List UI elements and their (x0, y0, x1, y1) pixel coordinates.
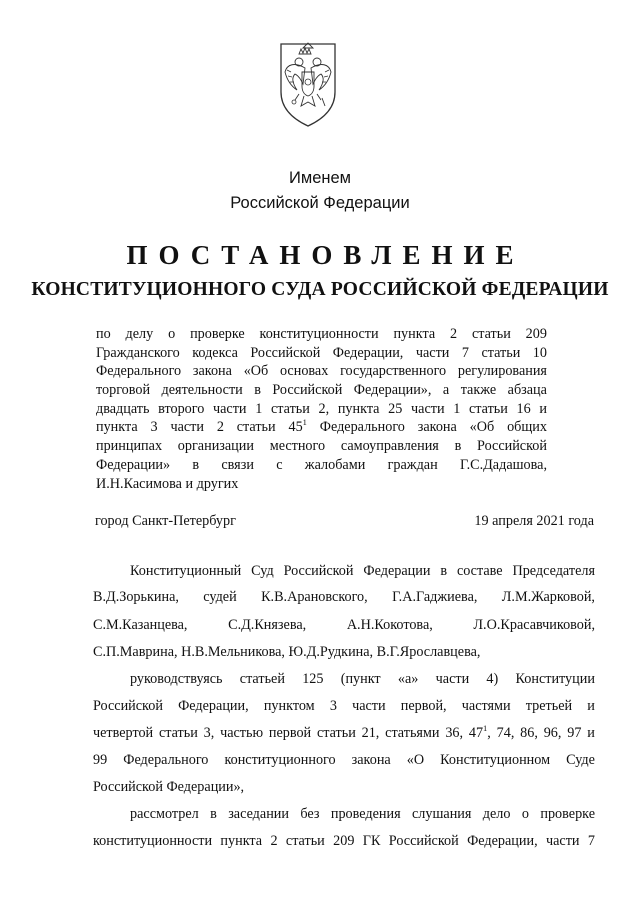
place: город Санкт-Петербург (95, 513, 236, 529)
body-line: Российской Федерации», (93, 779, 245, 795)
superscript: 1 (483, 723, 488, 733)
body-line-with-superscript: четвертой статьи 3, частью первой статьи 21, статьями 36, $47^1$, 74, 86, 96, 97 и (93, 723, 595, 741)
case-description (96, 325, 547, 493)
body-line: С.М.Казанцева, С.Д.Князева, А.Н.Кокотова, Л.О.Красавчиковой, (93, 617, 595, 633)
body-line: С.П.Маврина, Н.В.Мельникова, Ю.Д.Рудкина, В.Г.Ярославцева, (93, 644, 481, 660)
coat-of-arms-icon (277, 40, 339, 128)
body-line: 99 Федерального конституционного закона «О Конституционном Суде (93, 752, 595, 768)
body-line: конституционности пункта 2 статьи 209 ГК Российской Федерации, части 7 (93, 833, 595, 849)
body-line: Конституционный Суд Российской Федерации в составе Председателя (130, 563, 595, 579)
document-subtitle: КОНСТИТУЦИОННОГО СУДА РОССИЙСКОЙ ФЕДЕРАЦИИ (31, 279, 609, 300)
case-line: по делу о проверке конституционности пункта 2 статьи 209 (96, 326, 547, 342)
case-line: принципах организации местного самоуправления в Российской (96, 438, 547, 455)
case-line: И.Н.Касимова и других (96, 475, 239, 492)
case-line: торговой деятельности в Российской Федерации», а также абзаца (96, 382, 547, 399)
place-date-row (95, 513, 594, 530)
body-line: рассмотрел в заседании без проведения слушания дело о проверке (130, 806, 595, 822)
in-name-line2: Российской Федерации (230, 194, 410, 212)
superscript: 1 (302, 417, 307, 428)
body-line: руководствуясь статьей 125 (пункт «а» части 4) Конституции (130, 671, 595, 687)
body-line: Российской Федерации, пунктом 3 части первой, частями третьей и (93, 698, 595, 714)
case-line: Гражданского кодекса Российской Федерации, части 7 статьи 10 (96, 344, 547, 361)
document-title: ПОСТАНОВЛЕНИЕ (126, 240, 525, 270)
case-line: Федерации» в связи с жалобами граждан Г.С.Дадашова, (96, 456, 547, 473)
case-line: Федерального закона «Об основах государственного регулирования (96, 363, 547, 380)
case-line: двадцать второго части 1 статьи 2, пункта 25 части 1 статьи 16 и (96, 400, 547, 417)
body-line: В.Д.Зорькина, судей К.В.Арановского, Г.А.Гаджиева, Л.М.Жарковой, (93, 589, 595, 605)
in-name-line1: Именем (288, 169, 351, 187)
date: 19 апреля 2021 года (474, 513, 594, 529)
case-line-with-superscript: пункта 3 части 2 статьи $45^1$ Федерального закона «Об общих (96, 417, 547, 436)
